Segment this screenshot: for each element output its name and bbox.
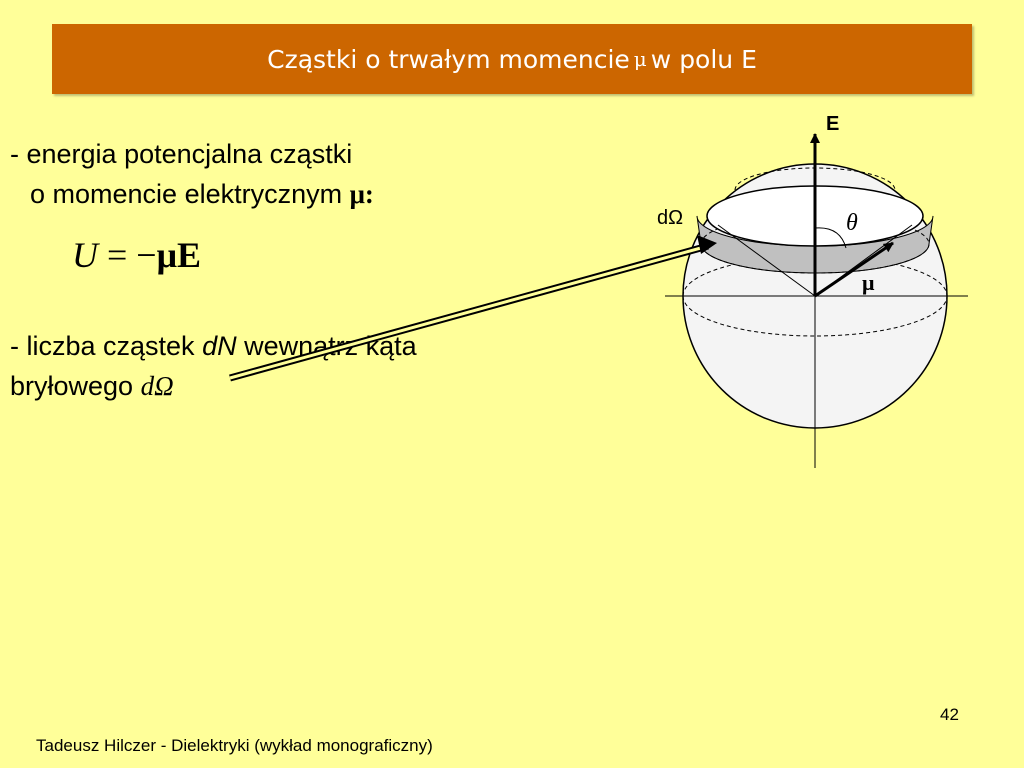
title-mu-symbol: μ (633, 47, 647, 71)
theta-label: θ (846, 210, 858, 236)
bullet-energy-text: o momencie elektrycznym (30, 179, 343, 209)
pointer-arrow-inner (230, 246, 708, 378)
bullet-count-dOmega: dΩ (140, 371, 174, 401)
page-number: 42 (940, 705, 959, 724)
moment-label: μ (862, 270, 875, 295)
bullet-count-word: bryłowego (10, 371, 134, 401)
bullet-energy-line1: - energia potencjalna cząstki (10, 139, 353, 169)
footer-text: Tadeusz Hilczer - Dielektryki (wykład monograficzny) (36, 736, 433, 755)
title-suffix: w polu E (650, 44, 757, 74)
bullet-count-prefix: - liczba cząstek (10, 331, 195, 361)
eq-mu: μ (156, 235, 178, 275)
solid-angle-label: dΩ (657, 207, 684, 229)
bullet-count-dN: dN (202, 331, 237, 361)
bullet-count-suffix: wewnątrz kąta (244, 331, 417, 361)
bullet-energy-mu: μ: (349, 179, 374, 209)
title-prefix: Cząstki o trwałym momencie (267, 44, 630, 74)
eq-operator: = − (107, 235, 157, 275)
e-axis-label: E (826, 113, 840, 135)
eq-E: E (177, 235, 202, 275)
eq-U: U (72, 235, 98, 275)
